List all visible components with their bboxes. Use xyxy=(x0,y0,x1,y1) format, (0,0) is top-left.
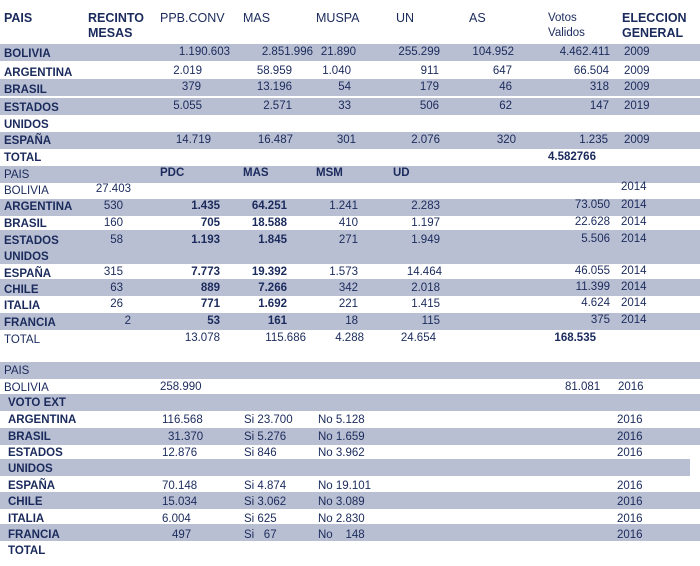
cell-no: No 3.962 xyxy=(318,447,365,459)
cell-mas: 1.845 xyxy=(258,234,287,246)
cell-ud: 2.018 xyxy=(411,282,440,294)
cell-muspa: 33 xyxy=(338,100,351,112)
cell-votos: 46.055 xyxy=(574,265,610,277)
cell-year: 2014 xyxy=(621,265,647,277)
cell-pdc: 771 xyxy=(200,298,220,310)
cell-msm: 342 xyxy=(338,282,358,294)
header-eleccion: ELECCION xyxy=(622,11,687,25)
cell-mas: 58.959 xyxy=(256,65,292,77)
cell-year: 2016 xyxy=(617,513,643,525)
cell-year: 2014 xyxy=(621,233,647,245)
cell-pais: ESTADOS xyxy=(8,447,63,459)
cell-pais: ESPAÑA xyxy=(8,480,56,492)
cell-si: Si 5.276 xyxy=(244,431,287,443)
cell-ppb: 258.990 xyxy=(160,381,202,393)
cell-msm: 1.241 xyxy=(329,200,358,212)
cell-pdc: 889 xyxy=(200,282,220,294)
cell-year: 2014 xyxy=(621,199,647,211)
cell-votos: 81.081 xyxy=(565,381,601,393)
cell-pdc: 1.435 xyxy=(191,200,220,212)
band xyxy=(0,247,700,264)
cell-un: 255.299 xyxy=(398,46,440,58)
cell-un: 2.076 xyxy=(411,134,440,146)
cell-pais: FRANCIA xyxy=(4,317,56,329)
cell-mas: 16.487 xyxy=(257,134,293,146)
header-pais: PAIS xyxy=(4,11,33,25)
cell-as: 320 xyxy=(496,134,516,146)
cell-si: Si 67 xyxy=(244,529,277,541)
cell-no: No 19.101 xyxy=(318,480,372,492)
header-votos: Votos xyxy=(548,12,577,24)
header-muspa: MUSPA xyxy=(316,11,360,25)
cell-ud: 115 xyxy=(421,315,440,327)
cell-ppb: 70.148 xyxy=(162,480,198,492)
cell-year: 2016 xyxy=(617,414,643,426)
cell-votos: 73.050 xyxy=(574,199,610,211)
cell-pais: ARGENTINA xyxy=(8,414,77,426)
cell-votos: 11.399 xyxy=(575,281,610,293)
cell-votos: 168.535 xyxy=(554,332,596,344)
cell-si: Si 4.874 xyxy=(244,480,287,492)
cell-pais: ARGENTINA xyxy=(4,67,73,79)
total-votos: 4.582766 xyxy=(548,151,596,163)
cell-ppb: 379 xyxy=(181,81,201,93)
header-mesas: MESAS xyxy=(88,26,133,40)
cell-un: 911 xyxy=(420,65,439,77)
header-pais: PAIS xyxy=(4,365,30,377)
cell-si: Si 846 xyxy=(244,447,277,459)
cell-votos: 147 xyxy=(589,100,609,112)
cell-pdc: 1.193 xyxy=(191,234,220,246)
cell-pais: ESTADOS xyxy=(4,235,59,247)
header-validos: Validos xyxy=(548,27,585,39)
cell-msm: 4.288 xyxy=(335,332,364,344)
header-un: UN xyxy=(396,11,415,25)
cell-ud: 2.283 xyxy=(411,200,440,212)
cell-year: 2009 xyxy=(624,134,650,146)
cell-pais: CHILE xyxy=(8,496,43,508)
cell-un: 506 xyxy=(419,100,439,112)
cell-no: No 2.830 xyxy=(318,513,365,525)
cell-year: 2014 xyxy=(621,281,647,293)
cell-as: 104.952 xyxy=(472,46,514,58)
cell-msm: 1.573 xyxy=(329,266,358,278)
cell-year: 2014 xyxy=(621,297,647,309)
header-pais: PAIS xyxy=(4,169,30,181)
cell-recinto: 63 xyxy=(110,282,123,294)
cell-mas: 2.851.996 xyxy=(261,46,313,58)
cell-pais: BRASIL xyxy=(8,431,51,443)
cell-year: 2009 xyxy=(624,46,650,58)
band xyxy=(0,362,700,379)
cell-recinto: 2 xyxy=(124,315,131,327)
cell-pais: UNIDOS xyxy=(4,251,49,263)
cell-pais: FRANCIA xyxy=(8,529,60,541)
cell-muspa: 54 xyxy=(338,81,351,93)
cell-recinto: 315 xyxy=(103,266,123,278)
cell-year: 2014 xyxy=(621,181,647,193)
cell-si: Si 23.700 xyxy=(244,414,293,426)
cell-si: Si 625 xyxy=(244,513,277,525)
header-general: GENERAL xyxy=(622,26,684,40)
cell-mas: 13.196 xyxy=(256,81,292,93)
cell-mas: 19.392 xyxy=(251,266,287,278)
cell-pais: UNIDOS xyxy=(4,119,49,131)
cell-pais: ITALIA xyxy=(4,300,41,312)
cell-recinto: 26 xyxy=(110,298,123,310)
cell-votos: 318 xyxy=(589,81,609,93)
header-ppb: PPB.CONV xyxy=(160,11,225,25)
cell-mas: 1.692 xyxy=(258,298,287,310)
cell-ppb: 31.370 xyxy=(168,431,204,443)
header-ud: UD xyxy=(393,167,410,179)
total-label: TOTAL xyxy=(8,545,46,557)
voto-ext-label: VOTO EXT xyxy=(8,397,66,409)
cell-year: 2016 xyxy=(618,381,644,393)
cell-muspa: 301 xyxy=(336,134,356,146)
cell-pais: CHILE xyxy=(4,284,39,296)
band xyxy=(0,394,700,411)
cell-votos: 1.235 xyxy=(579,134,608,146)
header-as: AS xyxy=(469,11,486,25)
cell-ppb: 116.568 xyxy=(162,414,203,426)
cell-ud: 1.949 xyxy=(411,234,440,246)
cell-pais: BRASIL xyxy=(4,218,47,230)
cell-mas: 7.266 xyxy=(258,282,287,294)
cell-recinto: 27.403 xyxy=(95,183,131,195)
cell-as: 62 xyxy=(499,100,512,112)
cell-ppb: 6.004 xyxy=(162,513,191,525)
cell-msm: 271 xyxy=(338,234,358,246)
cell-as: 46 xyxy=(499,81,512,93)
band xyxy=(0,459,690,476)
band xyxy=(0,166,700,183)
cell-ppb: 12.876 xyxy=(162,447,198,459)
header-msm: MSM xyxy=(316,167,343,179)
cell-muspa: 1.040 xyxy=(322,65,351,77)
cell-msm: 410 xyxy=(338,217,358,229)
cell-votos: 375 xyxy=(590,314,610,326)
header-mas: MAS xyxy=(243,11,271,25)
cell-year: 2014 xyxy=(621,216,647,228)
cell-pais: BOLIVIA xyxy=(4,382,49,394)
cell-as: 647 xyxy=(492,65,512,77)
cell-pais: BOLIVIA xyxy=(4,48,51,60)
cell-mas: 161 xyxy=(267,315,287,327)
cell-msm: 221 xyxy=(338,298,358,310)
cell-no: No 5.128 xyxy=(318,414,365,426)
cell-ud: 1.415 xyxy=(411,298,440,310)
cell-votos: 5.506 xyxy=(581,233,610,245)
cell-pais: BRASIL xyxy=(4,84,47,96)
cell-msm: 18 xyxy=(345,315,358,327)
cell-ud: 14.464 xyxy=(406,266,442,278)
cell-year: 2016 xyxy=(617,496,643,508)
header-recinto: RECINTO xyxy=(88,11,145,25)
cell-year: 2014 xyxy=(621,314,647,326)
cell-si: Si 3.062 xyxy=(244,496,287,508)
cell-votos: 4.624 xyxy=(581,297,610,309)
cell-year: 2016 xyxy=(617,447,643,459)
cell-ppb: 497 xyxy=(172,529,192,541)
cell-ppb: 15.034 xyxy=(162,496,198,508)
cell-recinto: 58 xyxy=(110,234,123,246)
cell-no: No 3.089 xyxy=(318,496,365,508)
total-label: TOTAL xyxy=(4,152,42,164)
cell-ppb: 5.055 xyxy=(173,100,202,112)
cell-year: 2016 xyxy=(617,529,643,541)
cell-recinto: 160 xyxy=(103,217,123,229)
cell-votos: 22.628 xyxy=(574,216,610,228)
cell-mas: 2.571 xyxy=(263,100,292,112)
cell-ud: 24.654 xyxy=(400,332,436,344)
cell-pais: ESPAÑA xyxy=(4,268,52,280)
cell-pdc: 705 xyxy=(200,217,220,229)
header-mas: MAS xyxy=(243,167,269,179)
cell-recinto: 530 xyxy=(103,200,123,212)
cell-year: 2009 xyxy=(624,65,650,77)
cell-un: 179 xyxy=(419,81,439,93)
cell-pais: UNIDOS xyxy=(8,463,53,475)
cell-year: 2019 xyxy=(624,100,650,112)
total-label: TOTAL xyxy=(4,334,40,346)
cell-year: 2009 xyxy=(624,81,650,93)
cell-pais: ESTADOS xyxy=(4,102,59,114)
header-pdc: PDC xyxy=(160,167,185,179)
cell-ud: 1.197 xyxy=(411,217,440,229)
cell-ppb: 1.190.603 xyxy=(178,46,230,58)
cell-pais: ESPAÑA xyxy=(4,135,52,147)
cell-pdc: 53 xyxy=(207,315,220,327)
cell-ppb: 2.019 xyxy=(173,65,202,77)
cell-pais: ARGENTINA xyxy=(4,201,73,213)
cell-no: No 148 xyxy=(318,529,365,541)
cell-pais: BOLIVIA xyxy=(4,185,49,197)
cell-year: 2016 xyxy=(617,480,643,492)
cell-muspa: 21.890 xyxy=(320,46,356,58)
cell-votos: 66.504 xyxy=(573,65,609,77)
cell-ppb: 14.719 xyxy=(175,134,211,146)
cell-pdc: 7.773 xyxy=(191,266,220,278)
cell-no: No 1.659 xyxy=(318,431,365,443)
cell-mas: 18.588 xyxy=(251,217,287,229)
cell-votos: 4.462.411 xyxy=(559,46,610,58)
cell-year: 2016 xyxy=(617,431,643,443)
cell-pdc: 13.078 xyxy=(184,332,220,344)
cell-mas: 115.686 xyxy=(265,332,306,344)
cell-mas: 64.251 xyxy=(251,200,287,212)
cell-pais: ITALIA xyxy=(8,513,45,525)
